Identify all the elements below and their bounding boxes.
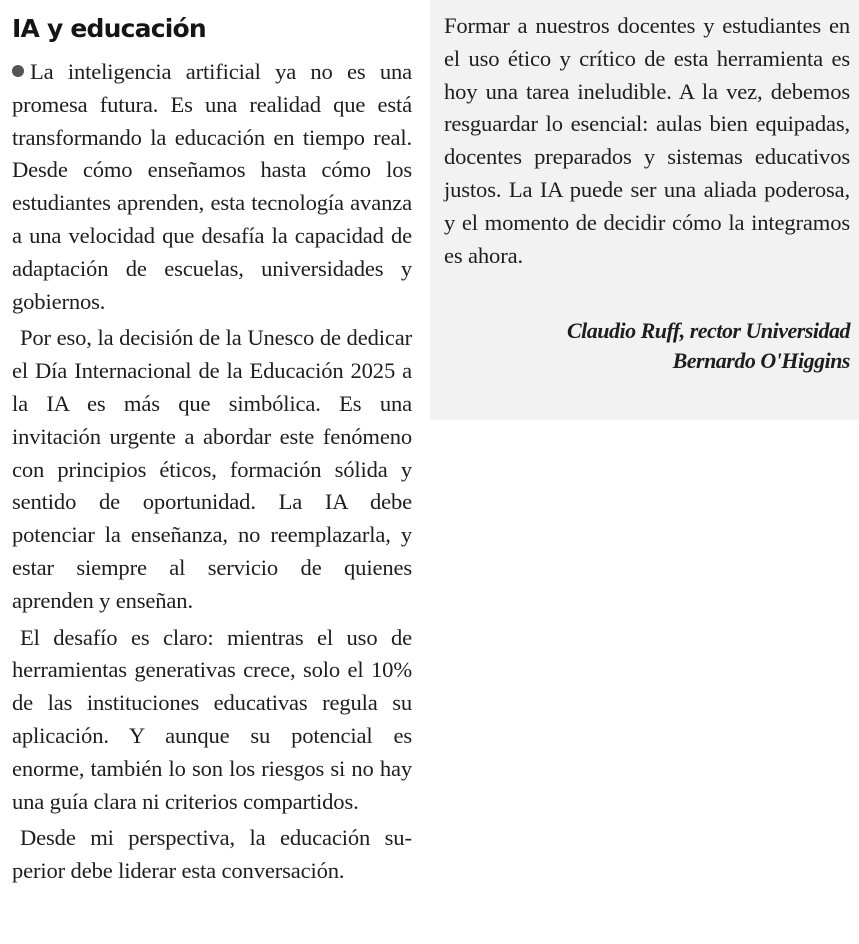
- signature-line-1: Claudio Ruff, rector Universidad: [566, 318, 850, 344]
- paragraph-1-text: La inteligencia artificial ya no es una promesa futura. Es una realidad que está transformando la educación en tiempo real. Desde cómo enseñamos hasta cómo los estudiantes aprenden, esta tecnología avanza a una velocidad que desafía la capacidad de adaptación de escuelas, universidades y gobiernos.: [12, 59, 412, 314]
- paragraph-5: Formar a nuestros docentes y estudiantes en el uso ético y crítico de esta herramienta es hoy una tarea ineludible. A la vez, debemos resguardar lo esencial: aulas bien equipadas, docentes preparados y sistemas educativos justos. La IA puede ser una aliada poderosa, y el momento de decidir cómo la integramos es ahora.: [444, 13, 850, 268]
- article-headline: IA y educación: [12, 14, 206, 43]
- paragraph-2: Por eso, la decisión de la Unesco de dedicar el Día Internacional de la Educación 2025 a la IA es más que simbólica. Es una invitación urgente a abordar este fenómeno con principios éticos, formación sólida y sentido de oportunidad. La IA debe potenciar la enseñanza, no reemplazarla, y estar siempre al servicio de quienes aprenden y enseñan.: [12, 325, 412, 613]
- right-column: [444, 10, 850, 376]
- signature-line-2: Bernardo O'Higgins: [672, 348, 850, 374]
- paragraph-4: Desde mi perspectiva, la educación superior debe liderar esta conversación.: [12, 825, 412, 884]
- author-signature: [444, 316, 850, 376]
- left-column: [12, 0, 412, 892]
- paragraph-3: El desafío es claro: mientras el uso de herramientas generativas crece, solo el 10% de las instituciones educativas regula su aplicación. Y aunque su potencial es enorme, también lo son los riesgos si no hay una guía clara ni criterios compartidos.: [12, 624, 412, 814]
- paragraph-1: [12, 56, 412, 318]
- bullet-icon: [12, 65, 24, 77]
